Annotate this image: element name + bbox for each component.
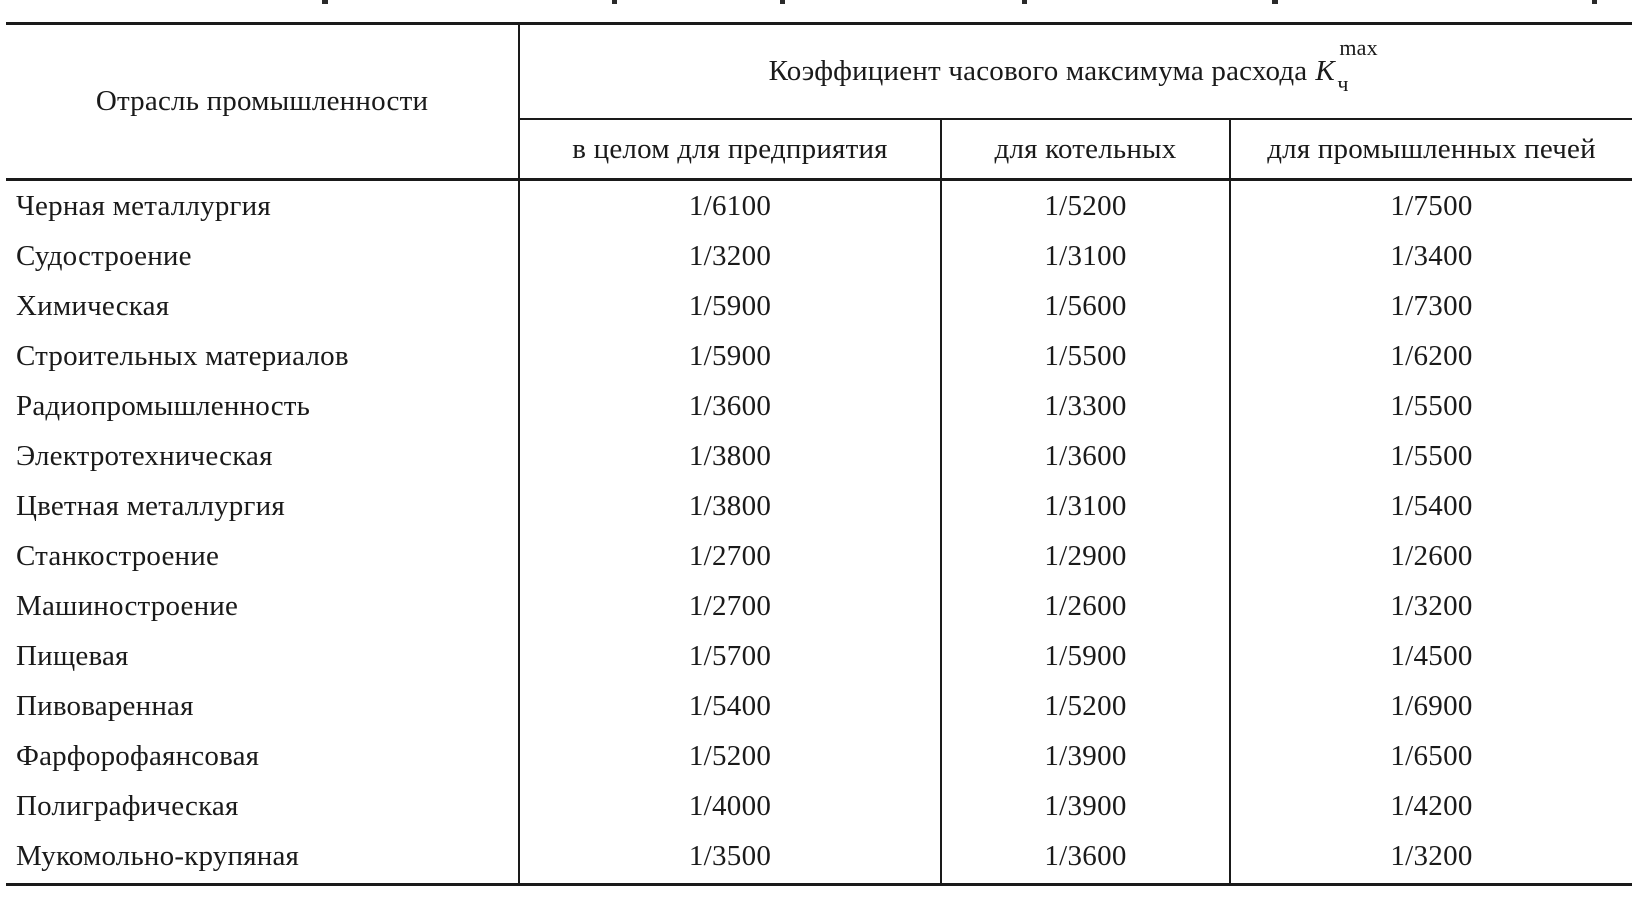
- furnaces-value-cell: [1231, 631, 1632, 681]
- industry-cell-text: Электротехническая: [16, 439, 273, 472]
- cropped-text-strip: [0, 0, 1638, 8]
- industry-cell: [16, 581, 516, 631]
- enterprise-value-cell: [520, 781, 940, 831]
- boilers-value-cell-text: 1/3600: [1044, 839, 1127, 872]
- furnaces-value-cell-text: 1/4200: [1390, 789, 1473, 822]
- column-header-enterprise-label: в целом для предприятия: [572, 132, 888, 165]
- column-header-enterprise: [520, 120, 940, 178]
- furnaces-value-cell-text: 1/7500: [1390, 189, 1473, 222]
- enterprise-value-cell: [520, 681, 940, 731]
- boilers-value-cell-text: 1/3100: [1044, 239, 1127, 272]
- industry-cell: [16, 381, 516, 431]
- furnaces-value-cell-text: 1/6500: [1390, 739, 1473, 772]
- industry-cell: [16, 831, 516, 881]
- boilers-value-cell-text: 1/3300: [1044, 389, 1127, 422]
- enterprise-value-cell-text: 1/2700: [688, 539, 772, 572]
- boilers-value-cell-text: 1/3600: [1044, 439, 1127, 472]
- boilers-value-cell-text: 1/2900: [1044, 539, 1127, 572]
- industry-cell-text: Цветная металлургия: [16, 489, 285, 522]
- industry-cell-text: Пивоваренная: [16, 689, 194, 722]
- industry-cell-text: Черная металлургия: [16, 189, 271, 222]
- enterprise-value-cell-text: 1/5700: [688, 639, 772, 672]
- enterprise-value-cell-text: 1/3600: [688, 389, 772, 422]
- enterprise-value-cell-text: 1/3500: [688, 839, 772, 872]
- enterprise-value-cell: [520, 231, 940, 281]
- boilers-value-cell-text: 1/5900: [1044, 639, 1127, 672]
- column-header-furnaces-label: для промышленных печей: [1267, 132, 1596, 165]
- column-header-boilers: [942, 120, 1229, 178]
- industry-cell: [16, 631, 516, 681]
- industry-cell-text: Станкостроение: [16, 539, 220, 572]
- enterprise-value-cell-text: 1/3800: [688, 489, 772, 522]
- industry-cell: [16, 481, 516, 531]
- industry-cell-text: Фарфорофаянсовая: [16, 739, 260, 772]
- furnaces-value-cell: [1231, 281, 1632, 331]
- furnaces-value-cell: [1231, 531, 1632, 581]
- industry-cell: [16, 731, 516, 781]
- boilers-value-cell-text: 1/5600: [1044, 289, 1127, 322]
- boilers-value-cell: [942, 431, 1229, 481]
- furnaces-value-cell: [1231, 181, 1632, 231]
- furnaces-value-cell-text: 1/5500: [1390, 439, 1473, 472]
- furnaces-value-cell-text: 1/3200: [1390, 589, 1473, 622]
- boilers-value-cell: [942, 581, 1229, 631]
- enterprise-value-cell-text: 1/5400: [688, 689, 772, 722]
- furnaces-value-cell: [1231, 381, 1632, 431]
- furnaces-value-cell: [1231, 731, 1632, 781]
- boilers-value-cell: [942, 631, 1229, 681]
- industry-cell: [16, 231, 516, 281]
- boilers-value-cell-text: 1/5500: [1044, 339, 1127, 372]
- enterprise-value-cell: [520, 331, 940, 381]
- boilers-value-cell-text: 1/2600: [1044, 589, 1127, 622]
- industry-cell: [16, 681, 516, 731]
- furnaces-value-cell: [1231, 831, 1632, 881]
- furnaces-value-cell: [1231, 431, 1632, 481]
- enterprise-value-cell: [520, 631, 940, 681]
- furnaces-value-cell: [1231, 231, 1632, 281]
- industry-cell-text: Химическая: [16, 289, 170, 322]
- enterprise-value-cell: [520, 731, 940, 781]
- enterprise-value-cell-text: 1/2700: [688, 589, 772, 622]
- boilers-value-cell: [942, 231, 1229, 281]
- boilers-value-cell: [942, 281, 1229, 331]
- enterprise-value-cell-text: 1/5900: [688, 289, 772, 322]
- coefficient-header: [520, 24, 1632, 118]
- industry-cell: [16, 531, 516, 581]
- enterprise-value-cell: [520, 531, 940, 581]
- industry-header-label: Отрасль промышленности: [95, 84, 429, 117]
- boilers-value-cell: [942, 781, 1229, 831]
- industry-header: [6, 24, 518, 178]
- coefficient-header-label: Коэффициент часового максимума расхода: [768, 54, 1308, 87]
- enterprise-value-cell: [520, 181, 940, 231]
- furnaces-value-cell-text: 1/4500: [1390, 639, 1473, 672]
- industry-cell-text: Пищевая: [16, 639, 129, 672]
- boilers-value-cell: [942, 681, 1229, 731]
- furnaces-value-cell-text: 1/6200: [1390, 339, 1473, 372]
- industry-cell: [16, 431, 516, 481]
- enterprise-value-cell: [520, 481, 940, 531]
- table-bottom-rule: [6, 883, 1632, 886]
- boilers-value-cell: [942, 381, 1229, 431]
- enterprise-value-cell-text: 1/5200: [688, 739, 772, 772]
- boilers-value-cell-text: 1/5200: [1044, 189, 1127, 222]
- boilers-value-cell-text: 1/5200: [1044, 689, 1127, 722]
- furnaces-value-cell-text: 1/7300: [1390, 289, 1473, 322]
- enterprise-value-cell: [520, 581, 940, 631]
- enterprise-value-cell-text: 1/3800: [688, 439, 772, 472]
- furnaces-value-cell: [1231, 481, 1632, 531]
- boilers-value-cell: [942, 331, 1229, 381]
- boilers-value-cell-text: 1/3100: [1044, 489, 1127, 522]
- boilers-value-cell-text: 1/3900: [1044, 739, 1127, 772]
- coefficient-symbol: K: [1315, 54, 1335, 87]
- boilers-value-cell: [942, 731, 1229, 781]
- industry-cell: [16, 281, 516, 331]
- industry-cell-text: Радиопромышленность: [16, 389, 311, 422]
- furnaces-value-cell-text: 1/6900: [1390, 689, 1473, 722]
- industry-cell-text: Машиностроение: [16, 589, 239, 622]
- boilers-value-cell: [942, 531, 1229, 581]
- enterprise-value-cell: [520, 831, 940, 881]
- boilers-value-cell: [942, 181, 1229, 231]
- enterprise-value-cell-text: 1/6100: [688, 189, 772, 222]
- furnaces-value-cell-text: 1/2600: [1390, 539, 1473, 572]
- furnaces-value-cell: [1231, 581, 1632, 631]
- furnaces-value-cell: [1231, 331, 1632, 381]
- industry-cell-text: Строительных материалов: [16, 339, 349, 372]
- furnaces-value-cell-text: 1/5500: [1390, 389, 1473, 422]
- furnaces-value-cell-text: 1/5400: [1390, 489, 1473, 522]
- coefficient-superscript: max: [1339, 34, 1378, 60]
- column-header-boilers-label: для котельных: [994, 132, 1177, 165]
- furnaces-value-cell: [1231, 781, 1632, 831]
- enterprise-value-cell-text: 1/3200: [688, 239, 772, 272]
- enterprise-value-cell: [520, 281, 940, 331]
- industry-cell: [16, 181, 516, 231]
- enterprise-value-cell-text: 1/5900: [688, 339, 772, 372]
- boilers-value-cell: [942, 831, 1229, 881]
- boilers-value-cell-text: 1/3900: [1044, 789, 1127, 822]
- industry-cell: [16, 331, 516, 381]
- furnaces-value-cell-text: 1/3400: [1390, 239, 1473, 272]
- enterprise-value-cell: [520, 431, 940, 481]
- industry-cell: [16, 781, 516, 831]
- industry-cell-text: Мукомольно-крупяная: [16, 839, 300, 872]
- furnaces-value-cell-text: 1/3200: [1390, 839, 1473, 872]
- industry-cell-text: Судостроение: [16, 239, 192, 272]
- enterprise-value-cell-text: 1/4000: [688, 789, 772, 822]
- coefficient-formula: [1315, 34, 1383, 96]
- furnaces-value-cell: [1231, 681, 1632, 731]
- column-header-furnaces: [1231, 120, 1632, 178]
- enterprise-value-cell: [520, 381, 940, 431]
- coefficient-subscript: ч: [1337, 70, 1349, 96]
- boilers-value-cell: [942, 481, 1229, 531]
- industry-cell-text: Полиграфическая: [16, 789, 239, 822]
